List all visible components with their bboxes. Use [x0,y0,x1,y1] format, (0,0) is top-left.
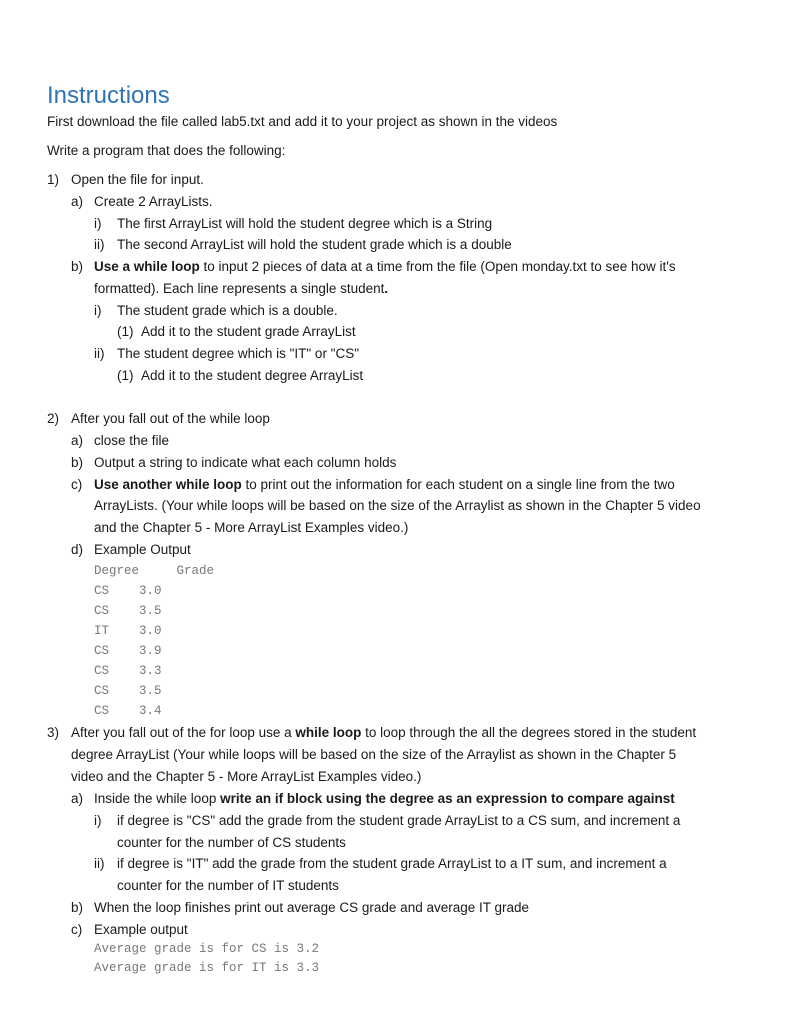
step-1a-i-text: The first ArrayList will hold the student degree which is a String [117,216,493,231]
step-3b-number: b) [71,900,84,915]
step-3-bold: while loop [295,725,362,740]
example-output-row: CS 3.5 [94,604,162,618]
step-1a-ii-text: The second ArrayList will hold the student grade which is a double [117,237,512,252]
step-3-text-end: to loop through the all the degrees stored in the student [361,725,697,740]
example-output-header: Degree Grade [94,564,215,578]
step-1-text: Open the file for input. [71,172,204,187]
step-3a-i-number: i) [94,813,102,828]
example-output-row: CS 3.4 [94,704,162,718]
step-3-text-line2: degree ArrayList (Your while loops will be based on the size of the Arraylist as shown in the Chapter 5 [71,747,677,762]
example-output-row: CS 3.5 [94,684,162,698]
step-3c-number: c) [71,922,83,937]
step-2d-number: d) [71,542,84,557]
example-output-line: Average grade is for IT is 3.3 [94,961,320,975]
step-3b-text: When the loop finishes print out average CS grade and average IT grade [94,900,530,915]
step-3-text [71,724,696,742]
step-3-number: 3) [47,725,60,740]
step-2c-text [94,476,675,494]
step-1b-i-number: i) [94,303,102,318]
step-1b-i-text: The student grade which is a double. [117,303,338,318]
step-1b-bold: Use a while loop [94,259,200,274]
step-2c-number: c) [71,477,83,492]
step-2-text: After you fall out of the while loop [71,411,270,426]
step-1b-ii-1-number: (1) [117,368,134,383]
step-1b-line2-main: formatted). Each line represents a single student [94,281,385,296]
step-2c-bold: Use another while loop [94,477,242,492]
step-1b-text [94,258,676,276]
step-1b-i-1-text: Add it to the student grade ArrayList [141,324,356,339]
step-2a-number: a) [71,433,84,448]
step-1b-i-1-number: (1) [117,324,134,339]
step-2b-number: b) [71,455,84,470]
step-2a-text: close the file [94,433,170,448]
step-2-number: 2) [47,411,60,426]
step-3a-i-text: if degree is "CS" add the grade from the student grade ArrayList to a CS sum, and increment a [117,813,681,828]
example-output-row: IT 3.0 [94,624,162,638]
step-1b-rest: to input 2 pieces of data at a time from the file (Open monday.txt to see how it's [199,259,676,274]
step-3a-ii-text: if degree is "IT" add the grade from the student grade ArrayList to a IT sum, and increment a [117,856,667,871]
example-output-row: CS 3.9 [94,644,162,658]
page-title: Instructions [47,82,170,109]
step-3a-ii-text-line2: counter for the number of IT students [117,878,339,893]
step-1b-number: b) [71,259,84,274]
step-1b-ii-number: ii) [94,346,105,361]
step-3-text-line3: video and the Chapter 5 - More ArrayList Examples video.) [71,769,422,784]
intro-text: First download the file called lab5.txt and add it to your project as shown in the videos [47,114,558,129]
step-1-number: 1) [47,172,60,187]
step-3a-text [94,790,675,808]
example-output-line: Average grade is for CS is 3.2 [94,942,320,956]
step-2c-text-line3: and the Chapter 5 - More ArrayList Examples video.) [94,520,409,535]
step-3c-text: Example output [94,922,188,937]
step-3a-text-start: Inside the while loop [94,791,221,806]
step-2c-text-line2: ArrayLists. (Your while loops will be based on the size of the Arraylist as shown in the Chapter 5 video [94,498,701,513]
step-3-text-start: After you fall out of the for loop use a [71,725,296,740]
step-1a-number: a) [71,194,84,209]
step-3a-ii-number: ii) [94,856,105,871]
step-1a-i-number: i) [94,216,102,231]
step-3a-bold: write an if block using the degree as an expression to compare against [220,791,675,806]
step-2d-text: Example Output [94,542,191,557]
step-1b-ii-text: The student degree which is "IT" or "CS" [117,346,360,361]
step-2c-rest: to print out the information for each student on a single line from the two [241,477,675,492]
lead-text: Write a program that does the following: [47,143,286,158]
step-2b-text: Output a string to indicate what each column holds [94,455,397,470]
example-output-row: CS 3.3 [94,664,162,678]
step-3a-number: a) [71,791,84,806]
step-1a-ii-number: ii) [94,237,105,252]
step-1b-text-line2 [94,280,388,298]
step-1a-text: Create 2 ArrayLists. [94,194,213,209]
step-1b-ii-1-text: Add it to the student degree ArrayList [141,368,364,383]
example-output-row: CS 3.0 [94,584,162,598]
step-3a-i-text-line2: counter for the number of CS students [117,835,346,850]
step-1b-line2-period: . [384,281,389,296]
